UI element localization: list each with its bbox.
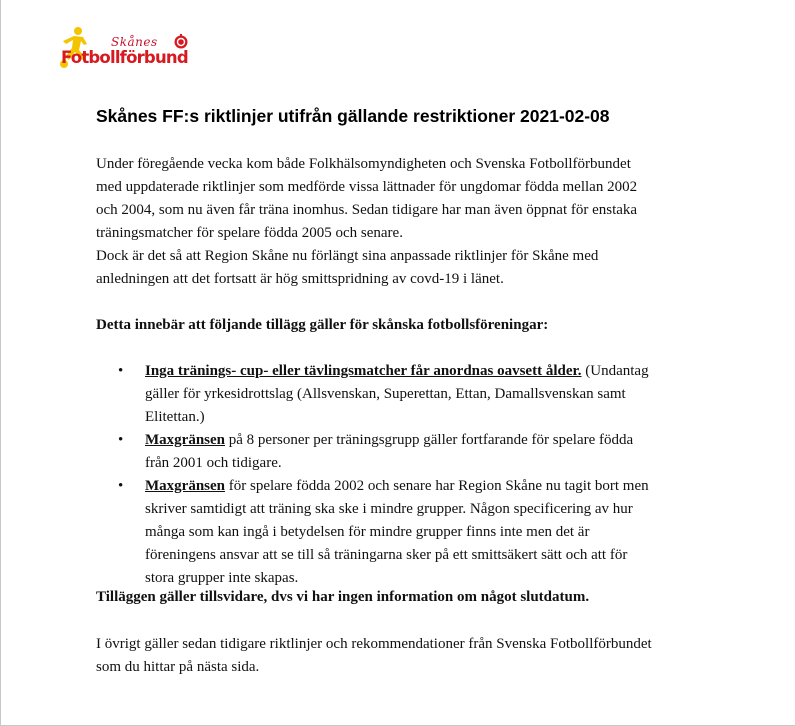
document-title: Skånes FF:s riktlinjer utifrån gällande restriktioner 2021-02-08 — [96, 106, 610, 126]
validity-note: Tilläggen gäller tillsvidare, dvs vi har ingen information om något slutdatum. — [96, 589, 590, 605]
federation-emblem-icon — [174, 34, 188, 50]
bullet-text: för spelare födda 2002 och senare har Region Skåne nu tagit bort men — [225, 478, 649, 494]
skanes-fotbollforbund-logo — [53, 22, 203, 74]
intro-line: träningsmatcher för spelare födda 2005 och senare. — [96, 225, 403, 241]
bullet-text: stora grupper inte skapas. — [145, 570, 299, 586]
bullet-icon: • — [118, 478, 124, 494]
bullet-lead: Inga tränings- cup- eller tävlingsmatcher får anordnas oavsett ålder. — [145, 363, 582, 379]
region-line: anledningen att det fortsatt är hög smittspridning av covd-19 i länet. — [96, 271, 504, 287]
bullet-text: Elitettan.) — [145, 409, 205, 425]
list-item — [96, 475, 696, 590]
bullet-icon: • — [118, 363, 124, 379]
bullet-text: på 8 personer per träningsgrupp gäller fortfarande för spelare födda — [225, 432, 634, 448]
bullet-lead: Maxgränsen — [145, 478, 225, 494]
intro-line: och 2004, som nu även får träna inomhus. Sedan tidigare har man även öppnat för enstaka — [96, 202, 638, 218]
bullet-text: gäller för yrkesidrottslag (Allsvenskan, Superettan, Ettan, Damallsvenskan samt — [145, 386, 626, 402]
bullet-icon: • — [118, 432, 124, 448]
region-paragraph — [96, 245, 716, 291]
bullet-text: från 2001 och tidigare. — [145, 455, 282, 471]
bullet-text: skriver samtidigt att träning ska ske i mindre grupper. Någon specificering av hur — [145, 501, 633, 517]
list-item — [96, 429, 696, 475]
closing-line: som du hittar på nästa sida. — [96, 659, 260, 675]
list-item — [96, 360, 696, 429]
logo-script-text: Skånes — [111, 35, 158, 49]
closing-paragraph — [96, 633, 716, 679]
bullet-text: (Undantag — [581, 363, 649, 379]
restriction-list — [96, 360, 696, 590]
closing-line: I övrigt gäller sedan tidigare riktlinjer och rekommendationer från Svenska Fotbollförbundet — [96, 636, 652, 652]
intro-line: Under föregående vecka kom både Folkhälsomyndigheten och Svenska Fotbollförbundet — [96, 156, 631, 172]
intro-line: med uppdaterade riktlinjer som medförde vissa lättnader för ungdomar födda mellan 2002 — [96, 179, 638, 195]
bullet-text: föreningens ansvar att se till så träningarna sker på ett smittsäkert sätt och att för — [145, 547, 628, 563]
bullet-lead: Maxgränsen — [145, 432, 225, 448]
bullet-text: många som kan ingå i betydelsen för mindre grupper finns inte men det är — [145, 524, 590, 540]
intro-paragraph — [96, 153, 716, 245]
logo-wordmark: Fotbollförbund — [61, 48, 188, 67]
region-line: Dock är det så att Region Skåne nu förlängt sina anpassade riktlinjer för Skåne med — [96, 248, 599, 264]
section-heading: Detta innebär att följande tillägg gäller för skånska fotbollsföreningar: — [96, 317, 549, 333]
